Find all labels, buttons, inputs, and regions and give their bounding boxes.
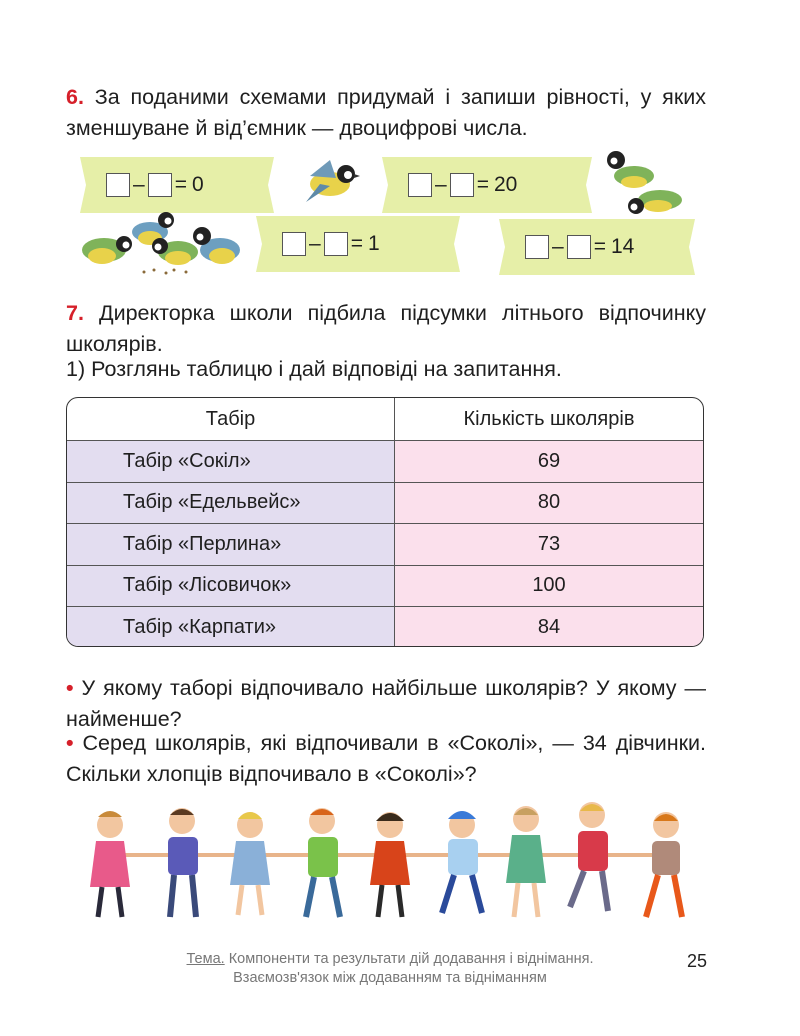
exercise-7-text	[66, 298, 706, 360]
table-row	[67, 440, 703, 482]
question-2	[66, 728, 706, 790]
equals-sign: =	[476, 173, 489, 196]
scheme-result: 1	[367, 232, 380, 255]
scheme-banner-2	[262, 216, 454, 272]
minus-sign: –	[552, 235, 564, 258]
empty-box	[324, 232, 348, 256]
child-figure	[168, 808, 198, 917]
footer-line-2: Взаємозв'язок між додаванням та відніманням	[233, 970, 547, 986]
footer-topic-text: Компоненти та результати дій додавання і віднімання.	[224, 951, 594, 967]
child-figure	[230, 812, 270, 915]
exercise-6-text	[66, 82, 706, 144]
page-footer	[120, 950, 660, 988]
table-row	[67, 606, 703, 647]
table-row	[67, 523, 703, 565]
minus-sign: –	[309, 232, 321, 255]
footer-topic-label: Тема.	[186, 951, 225, 967]
camp-count: 80	[395, 483, 703, 524]
child-figure	[370, 812, 410, 917]
minus-sign: –	[435, 173, 447, 196]
empty-box	[148, 173, 172, 197]
empty-box	[408, 173, 432, 197]
child-figure	[442, 811, 482, 913]
children-holding-hands-illustration	[70, 795, 710, 925]
header-camp: Табір	[67, 398, 395, 440]
scheme-result: 14	[610, 235, 635, 258]
question-2-text: Серед школярів, які відпочивали в «Соколі», — 34 дівчинки. Скільки хлопців відпочивало в «Соколі»?	[66, 731, 706, 786]
scheme-result: 0	[191, 173, 204, 196]
table-row	[67, 565, 703, 607]
empty-box	[567, 235, 591, 259]
exercise-7-task-1: 1) Розглянь таблицю і дай відповіді на запитання.	[66, 357, 562, 381]
exercise-6-number: 6.	[66, 85, 84, 109]
child-figure	[90, 811, 130, 917]
question-1-text: У якому таборі відпочивало найбільше школярів? У якому — найменше?	[66, 676, 706, 731]
camp-name: Табір «Лісовичок»	[67, 566, 395, 607]
bullet-icon: •	[66, 676, 74, 700]
empty-box	[450, 173, 474, 197]
child-figure	[506, 806, 546, 917]
bullet-icon: •	[66, 731, 74, 755]
question-1	[66, 673, 706, 735]
exercise-7-intro: Директорка школи підбила підсумки літнього відпочинку школярів.	[66, 301, 706, 356]
exercise-7-number: 7.	[66, 301, 84, 325]
equals-sign: =	[174, 173, 187, 196]
flying-bird-illustration	[296, 154, 364, 210]
empty-box	[106, 173, 130, 197]
scheme-banner-4	[505, 219, 689, 275]
empty-box	[525, 235, 549, 259]
footer-line-1	[120, 950, 660, 969]
camp-name: Табір «Перлина»	[67, 524, 395, 565]
birds-pair-illustration	[600, 148, 692, 220]
equals-sign: =	[593, 235, 606, 258]
table-header-row	[67, 398, 703, 440]
child-figure	[306, 808, 340, 917]
minus-sign: –	[133, 173, 145, 196]
exercise-6-instruction: За поданими схемами придумай і запиши рівності, у яких зменшуване й від’ємник — двоцифрові числа.	[66, 85, 706, 140]
camp-count: 69	[395, 441, 703, 482]
camp-count: 73	[395, 524, 703, 565]
scheme-result: 20	[493, 173, 518, 196]
camps-table	[66, 397, 704, 647]
camp-count: 100	[395, 566, 703, 607]
scheme-banner-1	[86, 157, 268, 213]
camp-name: Табір «Сокіл»	[67, 441, 395, 482]
equals-sign: =	[350, 232, 363, 255]
scheme-banner-3	[388, 157, 586, 213]
table-row	[67, 482, 703, 524]
camp-name: Табір «Едельвейс»	[67, 483, 395, 524]
camp-name: Табір «Карпати»	[67, 607, 395, 647]
child-figure	[646, 812, 682, 917]
camp-count: 84	[395, 607, 703, 647]
birds-group-illustration	[74, 206, 254, 278]
page-number: 25	[687, 951, 708, 971]
header-count: Кількість школярів	[463, 407, 635, 430]
empty-box	[282, 232, 306, 256]
